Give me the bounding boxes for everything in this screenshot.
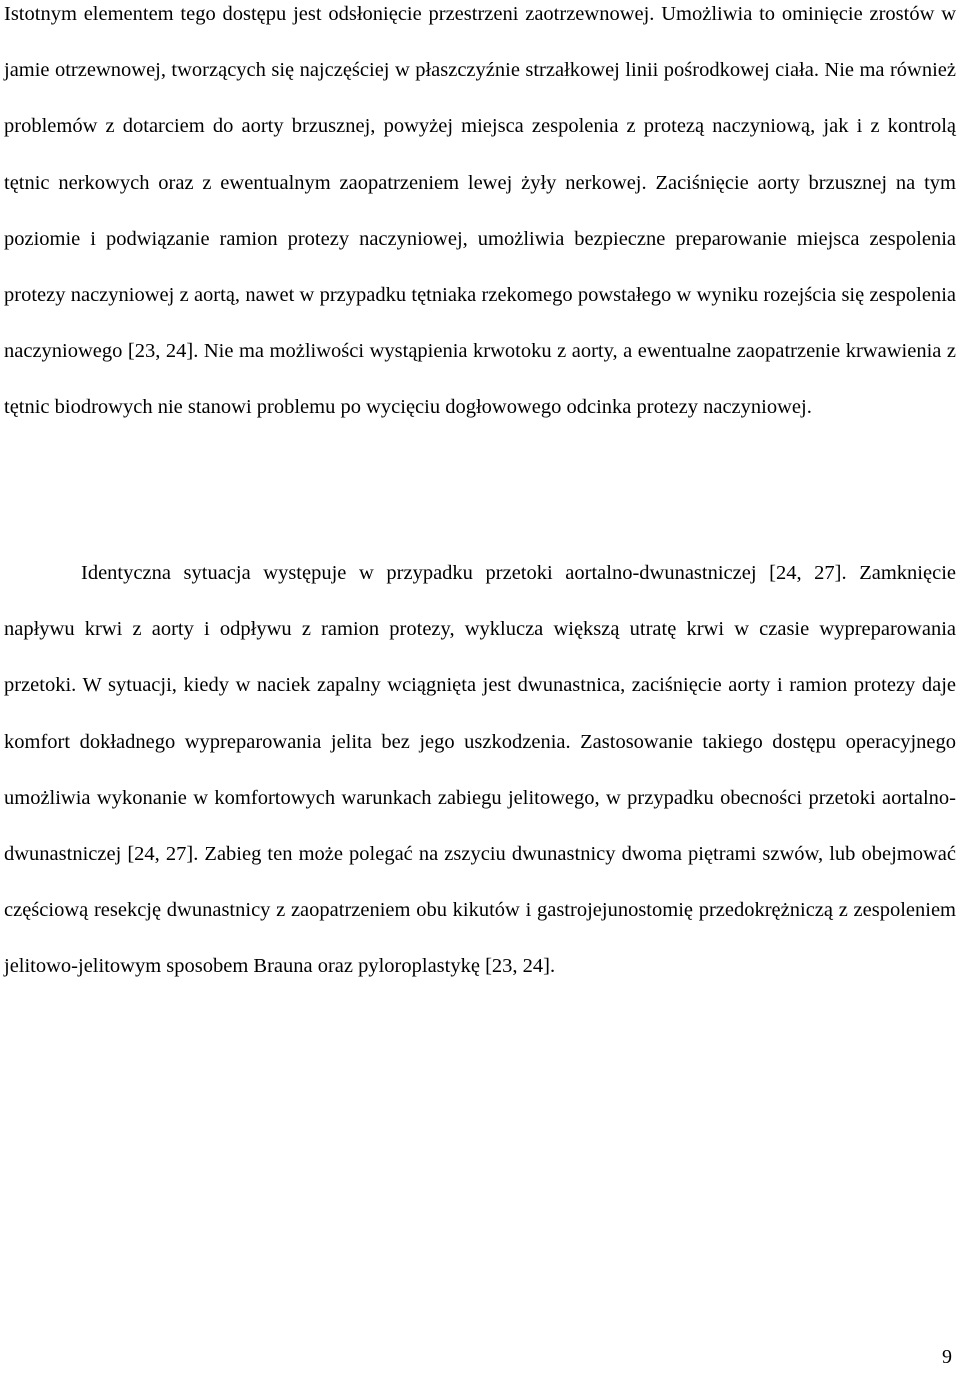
body-paragraph-2: Identyczna sytuacja występuje w przypadku przetoki aortalno-dwunastniczej [24, 27]. Zamknięcie napływu krwi z aorty i odpływu z ramion protezy, wyklucza większą utratę krwi w czasie wypreparowania przetoki. W sytuacji, kiedy w naciek zapalny wciągnięta jest dwunastnica, zaciśnięcie aorty i ramion protezy daje komfort dokładnego wypreparowania jelita bez jego uszkodzenia. Zastosowanie takiego dostępu operacyjnego umożliwia wykonanie w komfortowych warunkach zabiegu jelitowego, w przypadku obecności przetoki aortalno-dwunastniczej [24, 27]. Zabieg ten może polegać na zszyciu dwunastnicy dwoma piętrami szwów, lub obejmować częściową resekcję dwunastnicy z zaopatrzeniem obu kikutów i gastrojejunostomię przedokrężniczą z zespoleniem jelitowo-jelitowym sposobem Brauna oraz pyloroplastykę [23, 24]. bbox=[4, 562, 956, 978]
page-number: 9 bbox=[942, 1346, 952, 1368]
body-paragraph-1: Istotnym elementem tego dostępu jest odsłonięcie przestrzeni zaotrzewnowej. Umożliwia to ominięcie zrostów w jamie otrzewnowej, tworzących się najczęściej w płaszczyźnie strzałkowej linii pośrodkowej ciała. Nie ma również problemów z dotarciem do aorty brzusznej, powyżej miejsca zespolenia z protezą naczyniową, jak i z kontrolą tętnic nerkowych oraz z ewentualnym zaopatrzeniem lewej żyły nerkowej. Zaciśnięcie aorty brzusznej na tym poziomie i podwiązanie ramion protezy naczyniowej, umożliwia bezpieczne preparowanie miejsca zespolenia protezy naczyniowej z aortą, nawet w przypadku tętniaka rzekomego powstałego w wyniku rozejścia się zespolenia naczyniowego [23, 24]. Nie ma możliwości wystąpienia krwotoku z aorty, a ewentualne zaopatrzenie krwawienia z tętnic biodrowych nie stanowi problemu po wycięciu dogłowowego odcinka protezy naczyniowej. bbox=[4, 3, 956, 419]
